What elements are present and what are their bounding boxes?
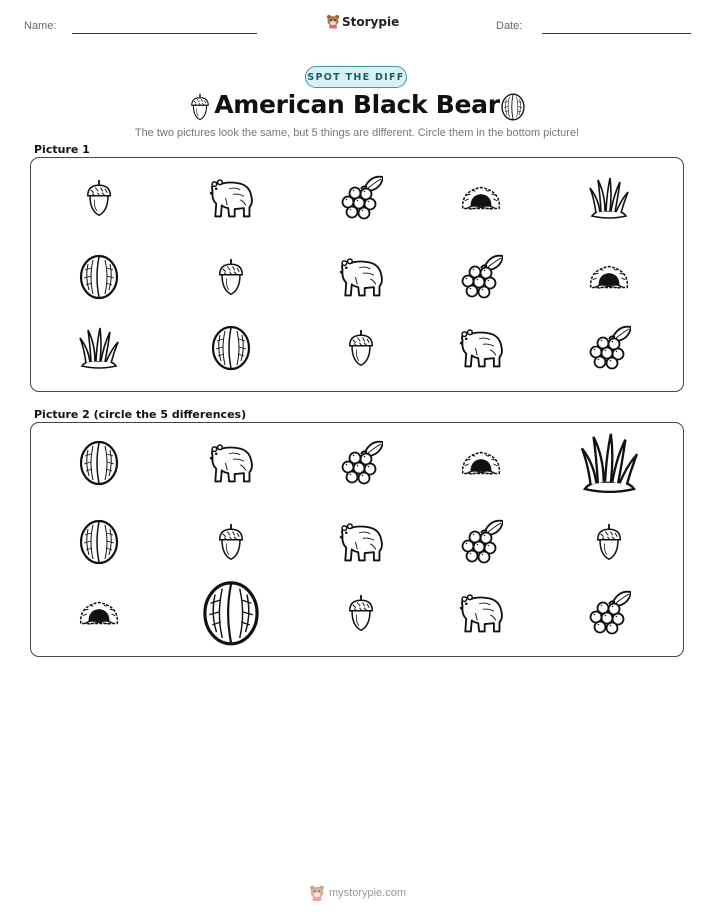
berries-icon — [459, 254, 503, 300]
acorn-icon[interactable] — [216, 521, 246, 563]
bear-icon — [207, 177, 255, 219]
walnut-icon[interactable] — [79, 519, 119, 565]
walnut-icon[interactable] — [202, 580, 260, 647]
walnut-icon — [499, 93, 527, 121]
bear-icon[interactable] — [457, 592, 505, 634]
bear-icon[interactable] — [207, 442, 255, 484]
grass-icon — [588, 176, 630, 220]
picture-2-label: Picture 2 (circle the 5 differences) — [34, 408, 247, 421]
acorn-icon — [84, 177, 114, 219]
name-label: Name: — [24, 20, 57, 32]
picture-1-panel — [30, 157, 684, 392]
den-icon — [459, 183, 503, 213]
footer-url[interactable]: mystorypie.com — [329, 887, 407, 899]
berries-icon — [339, 175, 383, 221]
walnut-icon — [211, 325, 251, 371]
berries-icon — [587, 325, 631, 371]
berries-icon[interactable] — [587, 590, 631, 636]
walnut-icon[interactable] — [79, 440, 119, 486]
picture-2-panel[interactable] — [30, 422, 684, 657]
brand-logo — [326, 14, 399, 29]
bear-icon — [337, 256, 385, 298]
spot-the-diff-badge: SPOT THE DIFF — [305, 66, 407, 88]
date-line[interactable] — [542, 33, 691, 34]
grass-icon[interactable] — [579, 431, 640, 495]
berries-icon[interactable] — [339, 440, 383, 486]
bear-icon[interactable] — [337, 521, 385, 563]
grass-icon — [78, 326, 120, 370]
storypie-mascot-icon — [309, 884, 325, 902]
storypie-mascot-icon — [326, 14, 340, 29]
den-icon[interactable] — [77, 598, 121, 628]
brand-name: Storypie — [342, 14, 400, 29]
date-label: Date: — [496, 20, 523, 32]
bear-icon — [457, 327, 505, 369]
acorn-icon[interactable] — [594, 521, 624, 563]
den-icon[interactable] — [459, 448, 503, 478]
acorn-icon — [346, 327, 376, 369]
walnut-icon — [79, 254, 119, 300]
den-icon — [587, 262, 631, 292]
instructions: The two pictures look the same, but 5 things are different. Circle them in the bottom picture! — [134, 127, 580, 139]
footer — [309, 884, 406, 902]
page-title: American Black Bear — [214, 90, 500, 119]
picture-1-label: Picture 1 — [34, 143, 90, 156]
berries-icon[interactable] — [459, 519, 503, 565]
acorn-icon[interactable] — [346, 592, 376, 634]
name-line[interactable] — [72, 33, 257, 34]
acorn-icon — [216, 256, 246, 298]
